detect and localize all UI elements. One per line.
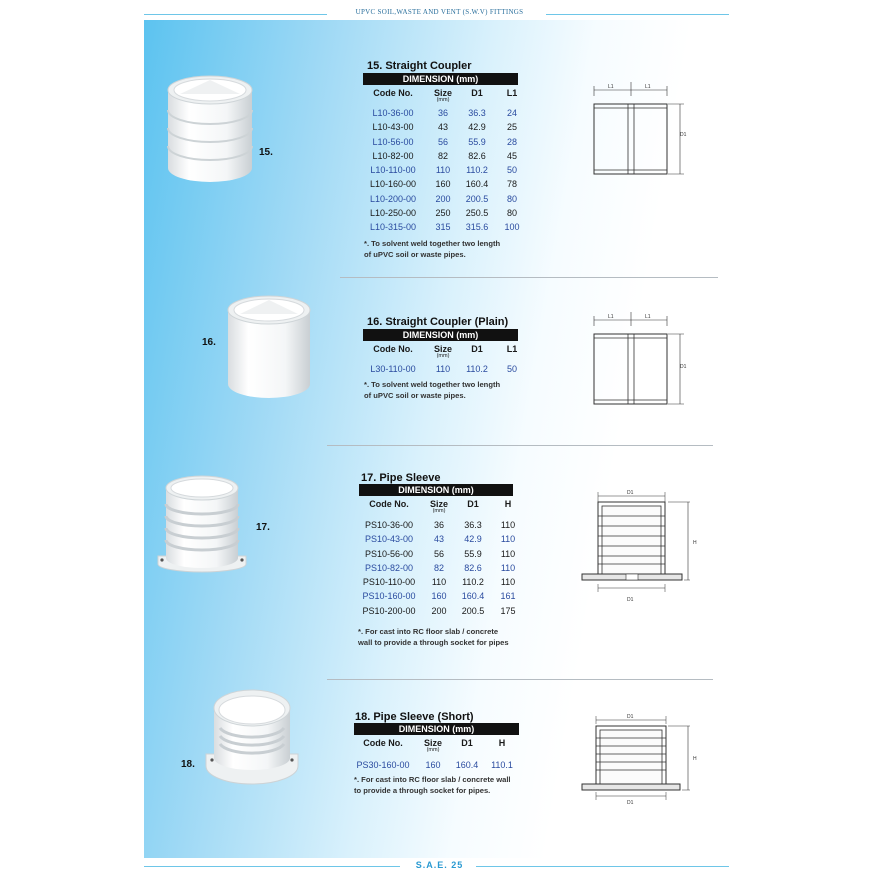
table-row (353, 518, 523, 532)
cell-code: L10-43-00 (372, 122, 414, 133)
cell-h: 161 (500, 591, 516, 602)
item-number: 18. (181, 759, 195, 770)
cell-l1: 78 (506, 179, 517, 190)
cell-d1: 160.4 (465, 179, 489, 190)
cell-code: L10-82-00 (372, 150, 414, 161)
cell-d1: 110.2 (466, 364, 488, 374)
col-header-h: H (504, 499, 512, 509)
cell-d1: 82.6 (468, 150, 486, 161)
cell-code: L10-315-00 (369, 222, 417, 233)
cell-l1: 45 (506, 150, 517, 161)
table-row (357, 362, 527, 376)
cell-d1: 36.3 (464, 520, 482, 530)
cell-code: PS10-36-00 (364, 520, 414, 530)
note-line: of uPVC soil or waste pipes. (364, 391, 466, 400)
cell-code: PS10-82-00 (364, 562, 414, 573)
d1-label: D1 (627, 490, 634, 496)
d1-label: D1 (680, 364, 687, 370)
table-row (357, 106, 527, 120)
cell-d1: 42.9 (464, 534, 482, 545)
cell-d1: 110.2 (466, 165, 488, 176)
table-row (353, 604, 523, 618)
col-header-size (429, 344, 457, 359)
cell-h: 110 (500, 562, 516, 573)
item-number: 15. (259, 147, 273, 158)
cell-d1: 82.6 (464, 562, 482, 573)
note-line: of uPVC soil or waste pipes. (364, 250, 466, 259)
pipe-sleeve-short-diagram (580, 712, 705, 808)
table-row (357, 192, 527, 206)
section-divider (340, 277, 718, 278)
l1-label: L1 (608, 314, 614, 320)
col-header-size-unit: (mm) (436, 97, 450, 103)
col-header-size-label: Size (423, 738, 442, 748)
cell-size: 315 (435, 222, 451, 233)
cell-size: 36 (437, 108, 448, 118)
col-header-code: Code No. (373, 88, 413, 98)
table-row (353, 589, 523, 603)
col-header-size (425, 499, 453, 514)
cell-size: 43 (433, 534, 444, 545)
pipe-sleeve-photo (156, 472, 248, 584)
cell-l1: 50 (506, 364, 517, 374)
col-header-size-unit: (mm) (432, 508, 446, 514)
cell-size: 110 (435, 364, 451, 374)
cell-d1: 200.5 (465, 193, 489, 204)
table-row (357, 163, 527, 177)
cell-size: 82 (433, 562, 444, 573)
l1-label: L1 (608, 84, 614, 90)
cell-d1: 55.9 (468, 136, 486, 147)
d1-label: D1 (627, 597, 634, 603)
cell-size: 36 (433, 520, 444, 530)
col-header-h: H (498, 738, 506, 748)
cell-code: L10-36-00 (372, 108, 414, 118)
col-header-code: Code No. (363, 738, 403, 748)
dimension-bar: DIMENSION (mm) (363, 329, 518, 341)
col-header-d1: D1 (471, 88, 483, 98)
note-line: to provide a through socket for pipes. (354, 786, 491, 795)
note-line: *. For cast into RC floor slab / concrete wall (354, 775, 511, 784)
col-header-code: Code No. (369, 499, 409, 509)
cell-l1: 80 (506, 193, 517, 204)
col-header-size-label: Size (433, 88, 452, 98)
item-number: 16. (202, 337, 216, 348)
dimension-table (353, 499, 523, 618)
cell-l1: 28 (506, 136, 517, 147)
col-header-d1: D1 (461, 738, 473, 748)
cell-l1: 100 (504, 222, 520, 233)
d1-label: D1 (627, 800, 634, 806)
table-header (357, 344, 527, 362)
table-row (357, 206, 527, 220)
table-row (357, 177, 527, 191)
col-header-size-unit: (mm) (436, 353, 450, 359)
table-row (347, 758, 517, 772)
cell-d1: 250.5 (465, 208, 489, 219)
col-header-size (429, 88, 457, 103)
pipe-sleeve-short-photo (204, 684, 300, 792)
cell-h: 110.1 (491, 760, 513, 770)
cell-size: 160 (431, 591, 447, 602)
table-row (357, 135, 527, 149)
table-row (353, 532, 523, 546)
page-footer: S.A.E. 25 (415, 860, 464, 870)
straight-coupler-plain-photo (222, 292, 316, 404)
table-row (357, 149, 527, 163)
cell-code: L10-56-00 (372, 136, 414, 147)
note-line: *. To solvent weld together two length (364, 239, 501, 248)
cell-code: L10-160-00 (369, 179, 417, 190)
cell-size: 110 (435, 165, 451, 176)
h-label: H (693, 540, 697, 546)
section-title: 17. Pipe Sleeve (361, 472, 441, 484)
section-title: 16. Straight Coupler (Plain) (367, 316, 509, 328)
cell-d1: 200.5 (461, 605, 485, 616)
cell-d1: 42.9 (468, 122, 486, 133)
table-row (353, 547, 523, 561)
cell-size: 200 (435, 193, 451, 204)
cell-h: 175 (500, 605, 516, 616)
cell-size: 43 (437, 122, 448, 133)
d1-label: D1 (680, 132, 687, 138)
note-line: *. To solvent weld together two length (364, 380, 501, 389)
dimension-bar: DIMENSION (mm) (363, 73, 518, 85)
note-line: *. For cast into RC floor slab / concrete (358, 627, 499, 636)
col-header-size-label: Size (433, 344, 452, 354)
col-header-size-unit: (mm) (426, 747, 440, 753)
col-header-size-label: Size (429, 499, 448, 509)
table-header (347, 738, 517, 758)
cell-code: L10-200-00 (369, 193, 417, 204)
col-header-code: Code No. (373, 344, 413, 354)
item-number: 17. (256, 522, 270, 533)
cell-code: L10-110-00 (370, 165, 416, 176)
cell-code: L10-250-00 (369, 208, 417, 219)
cell-size: 82 (437, 150, 448, 161)
dimension-table (357, 88, 527, 235)
cell-d1: 315.6 (465, 222, 489, 233)
table-row (357, 220, 527, 234)
cell-l1: 50 (506, 165, 517, 176)
d1-label: D1 (627, 714, 634, 720)
cell-size: 56 (437, 136, 448, 147)
cell-h: 110 (500, 548, 516, 559)
cell-size: 160 (425, 760, 441, 770)
cell-l1: 24 (506, 108, 517, 118)
col-header-l1: L1 (506, 344, 518, 354)
table-row (353, 561, 523, 575)
dimension-bar: DIMENSION (mm) (359, 484, 513, 496)
straight-coupler-photo (160, 72, 260, 187)
cell-l1: 80 (506, 208, 517, 219)
page-header-title: UPVC SOIL,WASTE AND VENT (S.W.V) FITTINGS (355, 8, 524, 16)
table-row (353, 575, 523, 589)
cell-h: 110 (500, 520, 516, 530)
cell-size: 160 (435, 179, 451, 190)
l1-label: L1 (645, 84, 651, 90)
col-header-size (419, 738, 447, 753)
section-note (358, 626, 509, 648)
dimension-bar: DIMENSION (mm) (354, 723, 519, 735)
cell-size: 200 (431, 605, 447, 616)
table-header (353, 499, 523, 518)
dimension-table (357, 344, 527, 376)
cell-size: 110 (431, 577, 447, 588)
dimension-table (347, 738, 517, 772)
l1-label: L1 (645, 314, 651, 320)
cell-d1: 160.4 (455, 760, 479, 770)
cell-h: 110 (500, 577, 516, 588)
section-title: 15. Straight Coupler (367, 60, 472, 72)
table-header (357, 88, 527, 106)
section-divider (327, 445, 713, 446)
section-note (354, 774, 511, 796)
cell-h: 110 (500, 534, 516, 545)
note-line: wall to provide a through socket for pipes (358, 638, 509, 647)
col-header-l1: L1 (506, 88, 518, 98)
cell-code: L30-110-00 (370, 364, 416, 374)
section-title: 18. Pipe Sleeve (Short) (355, 711, 474, 723)
cell-size: 56 (433, 548, 444, 559)
cell-code: PS10-110-00 (362, 577, 416, 588)
pipe-sleeve-diagram (578, 484, 703, 604)
cell-code: PS10-160-00 (362, 591, 416, 602)
straight-coupler-plain-diagram (588, 308, 698, 408)
col-header-d1: D1 (471, 344, 483, 354)
section-divider (327, 679, 713, 680)
cell-d1: 36.3 (468, 108, 486, 118)
cell-l1: 25 (506, 122, 517, 133)
cell-d1: 55.9 (464, 548, 482, 559)
cell-d1: 160.4 (461, 591, 485, 602)
h-label: H (693, 756, 697, 762)
cell-code: PS10-56-00 (364, 548, 414, 559)
cell-code: PS10-43-00 (364, 534, 414, 545)
cell-code: PS30-160-00 (356, 760, 410, 770)
section-note (364, 238, 500, 260)
cell-d1: 110.2 (462, 577, 484, 588)
col-header-d1: D1 (467, 499, 479, 509)
cell-size: 250 (435, 208, 451, 219)
section-note (364, 379, 500, 401)
straight-coupler-diagram (588, 78, 698, 178)
table-row (357, 120, 527, 134)
cell-code: PS10-200-00 (362, 605, 416, 616)
